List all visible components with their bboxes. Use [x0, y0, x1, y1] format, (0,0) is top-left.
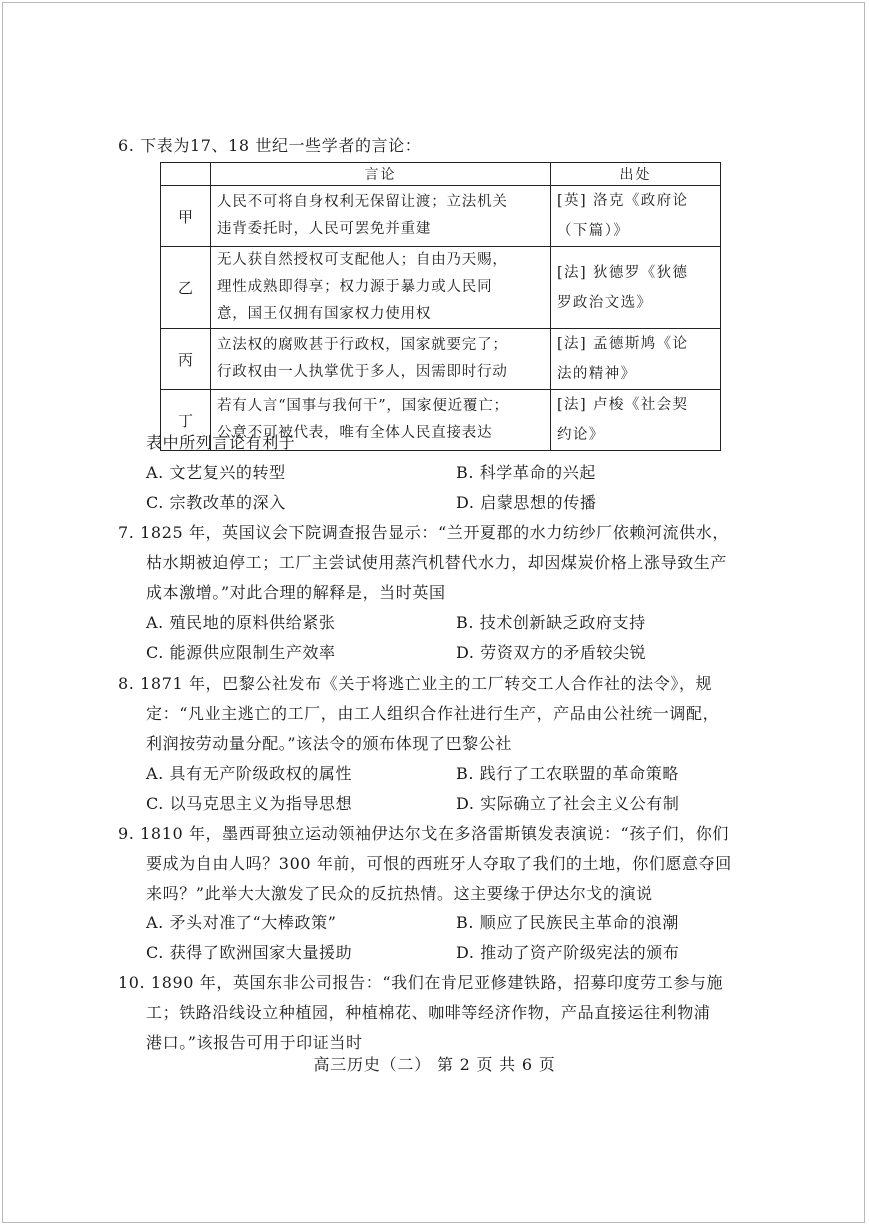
row-quote [211, 186, 551, 247]
q6-option-a[interactable]: A. 文艺复兴的转型 [146, 463, 286, 482]
quote-line: 理性成熟即得享；权力源于暴力或人民同 [217, 279, 493, 295]
table-header-source: 出处 [551, 163, 721, 186]
source-line: 约论》 [557, 427, 605, 443]
row-quote [211, 329, 551, 390]
q10-line-1: 10. 1890 年，英国东非公司报告：“我们在肯尼亚修建铁路，招募印度劳工参与施 [118, 973, 724, 992]
page-footer: 高三历史（二） 第 2 页 共 6 页 [313, 1055, 556, 1074]
quote-line: 意，国王仅拥有国家权力使用权 [217, 306, 432, 322]
q8-option-d[interactable]: D. 实际确立了社会主义公有制 [456, 794, 680, 813]
source-line: [法] 卢梭《社会契 [557, 397, 689, 413]
table-row [161, 247, 721, 329]
q7-option-b[interactable]: B. 技术创新缺乏政府支持 [456, 613, 646, 632]
table-row [161, 329, 721, 390]
q7-line-3: 成本激增。”对此合理的解释是，当时英国 [146, 583, 446, 602]
q8-option-c[interactable]: C. 以马克思主义为指导思想 [146, 794, 353, 813]
q9-option-b[interactable]: B. 顺应了民族民主革命的浪潮 [456, 913, 679, 932]
q9-option-c[interactable]: C. 获得了欧洲国家大量援助 [146, 943, 353, 962]
table-header-blank [161, 163, 211, 186]
row-source [551, 329, 721, 390]
quote-line: 人民不可将自身权利无保留让渡；立法机关 [217, 194, 508, 210]
table-header-row [161, 163, 721, 186]
quote-table [160, 162, 721, 451]
row-label: 甲 [161, 186, 211, 247]
q10-line-3: 港口。”该报告可用于印证当时 [146, 1033, 363, 1052]
quote-line: 违背委托时，人民可罢免并重建 [217, 221, 432, 237]
q8-line-2: 定：“凡业主逃亡的工厂，由工人组织合作社进行生产，产品由公社统一调配， [146, 704, 720, 723]
q6-stem: 6. 下表为17、18 世纪一些学者的言论： [118, 136, 422, 155]
q8-option-a[interactable]: A. 具有无产阶级政权的属性 [146, 764, 353, 783]
q8-option-b[interactable]: B. 践行了工农联盟的革命策略 [456, 764, 679, 783]
q6-option-c[interactable]: C. 宗教改革的深入 [146, 493, 286, 512]
q7-line-1: 7. 1825 年，英国议会下院调查报告显示：“兰开夏郡的水力纺纱厂依赖河流供水， [118, 523, 729, 542]
quote-line: 若有人言“国事与我何干”，国家便近覆亡； [217, 398, 509, 414]
q9-line-1: 9. 1810 年，墨西哥独立运动领袖伊达尔戈在多洛雷斯镇发表演说：“孩子们，你们 [118, 824, 729, 843]
q7-option-d[interactable]: D. 劳资双方的矛盾较尖锐 [456, 643, 647, 662]
quote-line: 行政权由一人执掌优于多人，因需即时行动 [217, 364, 508, 380]
row-source [551, 186, 721, 247]
quote-line: 公意不可被代表，唯有全体人民直接表达 [217, 425, 493, 441]
q6-question: 表中所列言论有利于 [146, 433, 296, 452]
source-line: 法的精神》 [557, 366, 637, 382]
row-label: 乙 [161, 247, 211, 329]
q10-line-2: 工；铁路沿线设立种植园，种植棉花、咖啡等经济作物，产品直接运往利物浦 [146, 1003, 711, 1022]
q7-option-a[interactable]: A. 殖民地的原料供给紧张 [146, 613, 336, 632]
q9-line-2: 要成为自由人吗？300 年前，可恨的西班牙人夺取了我们的土地，你们愿意夺回 [146, 854, 732, 873]
q6-option-d[interactable]: D. 启蒙思想的传播 [456, 493, 597, 512]
q9-option-a[interactable]: A. 矛头对准了“大棒政策” [146, 913, 337, 932]
row-source [551, 390, 721, 451]
quote-line: 立法权的腐败甚于行政权，国家就要完了； [217, 337, 508, 353]
table-row [161, 186, 721, 247]
source-line: 罗政治文选》 [557, 294, 653, 311]
row-quote [211, 247, 551, 329]
q8-line-1: 8. 1871 年，巴黎公社发布《关于将逃亡业主的工厂转交工人合作社的法令》，规 [118, 674, 713, 693]
q9-option-d[interactable]: D. 推动了资产阶级宪法的颁布 [456, 943, 680, 962]
row-label: 丁 [161, 390, 211, 451]
q7-line-2: 枯水期被迫停工；工厂主尝试使用蒸汽机替代水力，却因煤炭价格上涨导致生产 [146, 553, 728, 572]
source-line: （下篇）》 [557, 223, 630, 239]
source-line: [法] 孟德斯鸠《论 [557, 336, 689, 352]
q7-option-c[interactable]: C. 能源供应限制生产效率 [146, 643, 336, 662]
source-line: [法] 狄德罗《狄德 [557, 264, 689, 281]
row-source [551, 247, 721, 329]
source-line: [英] 洛克《政府论 [557, 193, 689, 209]
quote-line: 无人获自然授权可支配他人；自由乃天赐， [217, 252, 508, 268]
q8-line-3: 利润按劳动量分配。”该法令的颁布体现了巴黎公社 [146, 734, 512, 753]
row-label: 丙 [161, 329, 211, 390]
q6-option-b[interactable]: B. 科学革命的兴起 [456, 463, 596, 482]
q9-line-3: 来吗？”此举大大激发了民众的反抗热情。这主要缘于伊达尔戈的演说 [146, 884, 653, 903]
table-header-quote: 言论 [211, 163, 551, 186]
